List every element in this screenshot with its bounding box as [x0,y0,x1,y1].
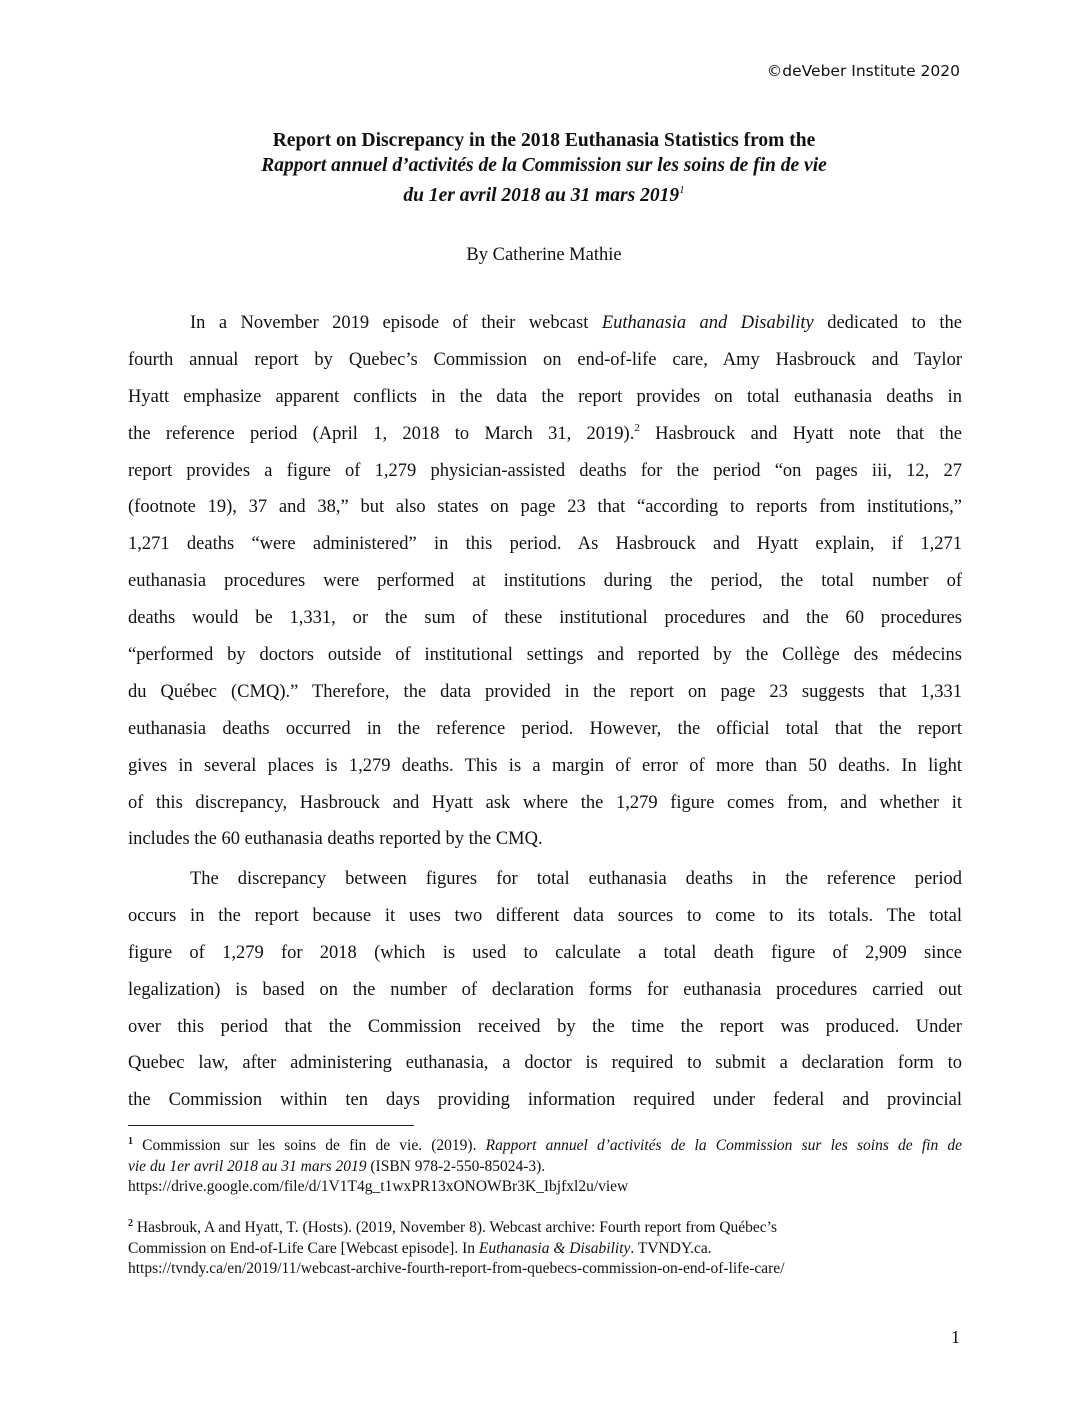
paragraph-1-line: report provides a figure of 1,279 physician-assisted deaths for the period “on pages iii, 12, 27 [128,460,962,481]
paragraph-1-line: gives in several places is 1,279 deaths. This is a margin of error of more than 50 deaths. In light [128,755,962,776]
report-title [128,128,960,208]
paragraph-1-line: includes the 60 euthanasia deaths reported by the CMQ. [128,829,543,850]
paragraph-1-line: euthanasia procedures were performed at institutions during the period, the total number of [128,571,962,592]
paragraph-2-line: occurs in the report because it uses two different data sources to come to its totals. The total [128,905,962,926]
page-number: 1 [951,1327,960,1347]
paragraph-2-line: the Commission within ten days providing information required under federal and provincial [128,1090,962,1111]
paragraph-1-line: 1,271 deaths “were administered” in this period. As Hasbrouck and Hyatt explain, if 1,271 [128,534,962,555]
footnote-ref-1[interactable]: 1 [679,184,685,196]
footnote-marker: 1 [128,1136,133,1147]
text-span: dedicated to the [813,313,963,333]
paragraph-2-line: figure of 1,279 for 2018 (which is used to calculate a total death figure of 2,909 since [128,942,962,963]
footnote-2 [128,1218,962,1280]
paragraph-2-line: over this period that the Commission received by the time the report was produced. Under [128,1016,962,1037]
title-line-1: Report on Discrepancy in the 2018 Euthanasia Statistics from the [272,130,816,151]
text-span: Commission sur les soins de fin de vie. (2019). [133,1137,486,1154]
paragraph-1-line: “performed by doctors outside of institutional settings and reported by the Collège des médecins [128,645,962,666]
webcast-title: Euthanasia and Disability [601,313,814,333]
paragraph-1 [128,305,962,858]
title-line-3 [128,178,960,208]
report-title-citation: Rapport annuel d’activités de la Commission sur les soins de fin de [485,1137,962,1154]
footnote-2-line [128,1239,962,1260]
paragraph-2-line: The discrepancy between figures for total euthanasia deaths in the reference period [190,869,962,889]
footnote-2-line [128,1218,962,1239]
paragraph-1-line: of this discrepancy, Hasbrouck and Hyatt ask where the 1,279 figure comes from, and whether it [128,792,962,813]
paragraph-1-line [128,416,962,453]
title-line-2: Rapport annuel d’activités de la Commission sur les soins de fin de vie [261,155,827,176]
paragraph-1-line: deaths would be 1,331, or the sum of these institutional procedures and the 60 procedures [128,608,962,629]
text-span: Commission on End-of-Life Care [Webcast episode]. In [128,1239,479,1257]
paragraph-2-line: Quebec law, after administering euthanasia, a doctor is required to submit a declaration form to [128,1053,962,1074]
webcast-title-citation: Euthanasia & Disability [478,1239,631,1257]
copyright-notice: ©deVeber Institute 2020 [766,62,960,80]
footnote-marker: 2 [128,1218,133,1229]
text-span: Hasbrouck and Hyatt note that the [639,423,962,444]
footnote-divider [128,1125,414,1126]
paragraph-2-line: legalization) is based on the number of declaration forms for euthanasia procedures carried out [128,979,962,1000]
footnote-1-line [128,1136,962,1157]
paragraph-1-line: fourth annual report by Quebec’s Commission on end-of-life care, Amy Hasbrouck and Taylor [128,349,962,370]
text-span: Hasbrouk, A and Hyatt, T. (Hosts). (2019, November 8). Webcast archive: Fourth report from Québec’s [133,1219,778,1236]
text-span: (ISBN 978-2-550-85024-3). [366,1157,546,1175]
report-title-citation: vie du 1er avril 2018 au 31 mars 2019 [128,1157,367,1175]
text-span: the reference period (April 1, 2018 to March 31, 2019). [128,423,635,444]
text-span: . TVNDY.ca. [630,1239,712,1257]
footnote-1-line [128,1157,962,1178]
footnote-1-url[interactable]: https://drive.google.com/file/d/1V1T4g_t1wxPR13xONOWBr3K_Ibjfxl2u/view [128,1178,629,1195]
paragraph-1-line [128,305,962,342]
paragraph-1-line: euthanasia deaths occurred in the reference period. However, the official total that the report [128,718,962,739]
text-span: In a November 2019 episode of their webcast [190,313,602,333]
paragraph-1-line: (footnote 19), 37 and 38,” but also states on page 23 that “according to reports from institutions,” [128,497,962,518]
footnote-2-url[interactable]: https://tvndy.ca/en/2019/11/webcast-archive-fourth-report-from-quebecs-commission-on-end-of-life-care/ [128,1260,785,1277]
footnote-1 [128,1136,962,1198]
paragraph-2 [128,861,962,1119]
author-byline: By Catherine Mathie [466,245,622,265]
paragraph-1-line: Hyatt emphasize apparent conflicts in the data the report provides on total euthanasia deaths in [128,386,962,407]
footnote-ref-2[interactable]: 2 [634,421,640,434]
paragraph-1-line: du Québec (CMQ).” Therefore, the data provided in the report on page 23 suggests that 1,331 [128,681,962,702]
title-line-3-text: du 1er avril 2018 au 31 mars 2019 [403,185,680,206]
